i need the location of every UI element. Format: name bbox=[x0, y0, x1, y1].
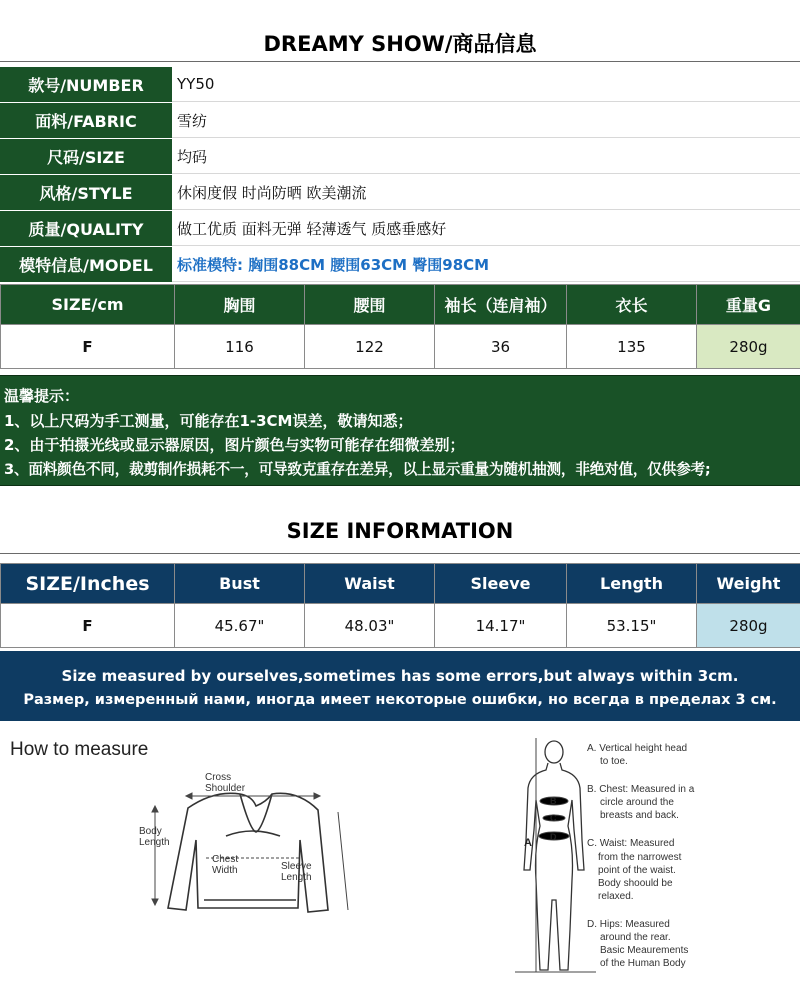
note-english: Size measured by ourselves,sometimes has some errors,but always within 3cm. bbox=[61, 667, 739, 685]
label-body: Body bbox=[139, 826, 162, 837]
col-header-length: Length bbox=[567, 564, 697, 604]
measure-title: How to measure bbox=[10, 739, 149, 760]
info-label: 风格/STYLE bbox=[0, 175, 172, 210]
info-row-fabric bbox=[0, 103, 800, 139]
info-row-style bbox=[0, 175, 800, 211]
cell-length: 53.15" bbox=[567, 604, 697, 648]
info-value: 做工优质 面料无弹 轻薄透气 质感垂感好 bbox=[172, 211, 800, 246]
info-label: 款号/NUMBER bbox=[0, 67, 172, 102]
product-info bbox=[0, 67, 800, 283]
legend-line: Basic Meaurements bbox=[600, 945, 689, 956]
col-header-weight: 重量G bbox=[697, 285, 800, 325]
cell-sleeve: 14.17" bbox=[435, 604, 567, 648]
cell-weight: 280g bbox=[697, 325, 800, 369]
figure-letter-b: B bbox=[550, 796, 557, 806]
table-row bbox=[1, 604, 800, 648]
label-width: Width bbox=[212, 865, 238, 876]
info-row-model bbox=[0, 247, 800, 283]
section-title: SIZE INFORMATION bbox=[286, 519, 514, 543]
info-row-number bbox=[0, 67, 800, 103]
notice-title: 温馨提示： bbox=[4, 387, 80, 405]
legend-line: from the narrowest bbox=[598, 852, 682, 863]
info-label: 尺码/SIZE bbox=[0, 139, 172, 174]
col-header-sleeve: 袖长（连肩袖） bbox=[435, 285, 567, 325]
title-divider bbox=[0, 61, 800, 62]
cell-length: 135 bbox=[567, 325, 697, 369]
table-header-row bbox=[1, 285, 800, 325]
col-header-size: SIZE/Inches bbox=[1, 564, 175, 604]
table-row bbox=[1, 325, 800, 369]
how-to-measure bbox=[0, 730, 800, 1000]
col-header-weight: Weight bbox=[697, 564, 800, 604]
measurement-note bbox=[0, 651, 800, 721]
cell-bust: 116 bbox=[175, 325, 305, 369]
info-value-model: 标准模特: 胸围88CM 腰围63CM 臀围98CM bbox=[172, 247, 800, 282]
cell-bust: 45.67" bbox=[175, 604, 305, 648]
size-table-cm bbox=[0, 284, 800, 369]
legend-line: relaxed. bbox=[598, 891, 634, 902]
label-chest: Chest bbox=[212, 854, 239, 865]
legend-line: circle around the bbox=[600, 797, 674, 808]
shirt-diagram bbox=[168, 793, 328, 912]
page-title: DREAMY SHOW/商品信息 bbox=[263, 32, 537, 56]
info-label: 质量/QUALITY bbox=[0, 211, 172, 246]
figure-letter-c: C bbox=[550, 813, 557, 823]
col-header-waist: 腰围 bbox=[305, 285, 435, 325]
legend-line: to toe. bbox=[600, 756, 628, 767]
label-shoulder: Shoulder bbox=[205, 783, 246, 794]
note-russian: Размер, измеренный нами, иногда имеет некоторые ошибки, но всегда в пределах 3 см. bbox=[23, 692, 777, 708]
legend-line: C. Waist: Measured bbox=[587, 838, 675, 849]
human-figure bbox=[524, 741, 584, 970]
legend-line: around the rear. bbox=[600, 932, 671, 943]
col-header-bust: Bust bbox=[175, 564, 305, 604]
label-sleeve: Sleeve bbox=[281, 861, 312, 872]
info-label: 面料/FABRIC bbox=[0, 103, 172, 138]
col-header-size: SIZE/cm bbox=[1, 285, 175, 325]
col-header-waist: Waist bbox=[305, 564, 435, 604]
measure-illustration bbox=[0, 730, 800, 1000]
col-header-length: 衣长 bbox=[567, 285, 697, 325]
legend-line: A. Vertical height head bbox=[587, 743, 688, 754]
notice-line: 2、由于拍摄光线或显示器原因，图片颜色与实物可能存在细微差别； bbox=[4, 436, 465, 454]
cell-size: F bbox=[1, 325, 175, 369]
cell-sleeve: 36 bbox=[435, 325, 567, 369]
legend-line: point of the waist. bbox=[598, 865, 676, 876]
notice-line: 3、面料颜色不同，裁剪制作损耗不一，可导致克重存在差异，以上显示重量为随机抽测，非绝对值，仅供参考; bbox=[4, 460, 711, 478]
cell-size: F bbox=[1, 604, 175, 648]
cell-weight: 280g bbox=[697, 604, 800, 648]
notice-box bbox=[0, 375, 800, 486]
figure-letter-a: A bbox=[524, 837, 532, 849]
info-row-quality bbox=[0, 211, 800, 247]
label-cross: Cross bbox=[205, 772, 232, 783]
legend-line: Body shoould be bbox=[598, 878, 673, 889]
figure-letter-d: D bbox=[550, 832, 557, 842]
notice-line: 1、以上尺码为手工测量，可能存在1-3CM误差，敬请知悉； bbox=[4, 411, 413, 430]
info-value: 休闲度假 时尚防晒 欧美潮流 bbox=[172, 175, 800, 210]
label-length: Length bbox=[139, 837, 170, 848]
legend-line: breasts and back. bbox=[600, 810, 679, 821]
cell-waist: 122 bbox=[305, 325, 435, 369]
size-table-inches bbox=[0, 563, 800, 648]
info-label: 模特信息/MODEL bbox=[0, 247, 172, 282]
legend-line: of the Human Body bbox=[600, 958, 686, 969]
label-sleeve-length: Length bbox=[281, 872, 312, 883]
col-header-bust: 胸围 bbox=[175, 285, 305, 325]
info-value: YY50 bbox=[172, 67, 800, 102]
info-value: 均码 bbox=[172, 139, 800, 174]
info-row-size bbox=[0, 139, 800, 175]
title-divider bbox=[0, 553, 800, 554]
col-header-sleeve: Sleeve bbox=[435, 564, 567, 604]
cell-waist: 48.03" bbox=[305, 604, 435, 648]
figure-legend bbox=[587, 743, 695, 969]
legend-line: B. Chest: Measured in a bbox=[587, 784, 695, 795]
legend-line: D. Hips: Measured bbox=[587, 919, 670, 930]
info-value: 雪纺 bbox=[172, 103, 800, 138]
table-header-row bbox=[1, 564, 800, 604]
